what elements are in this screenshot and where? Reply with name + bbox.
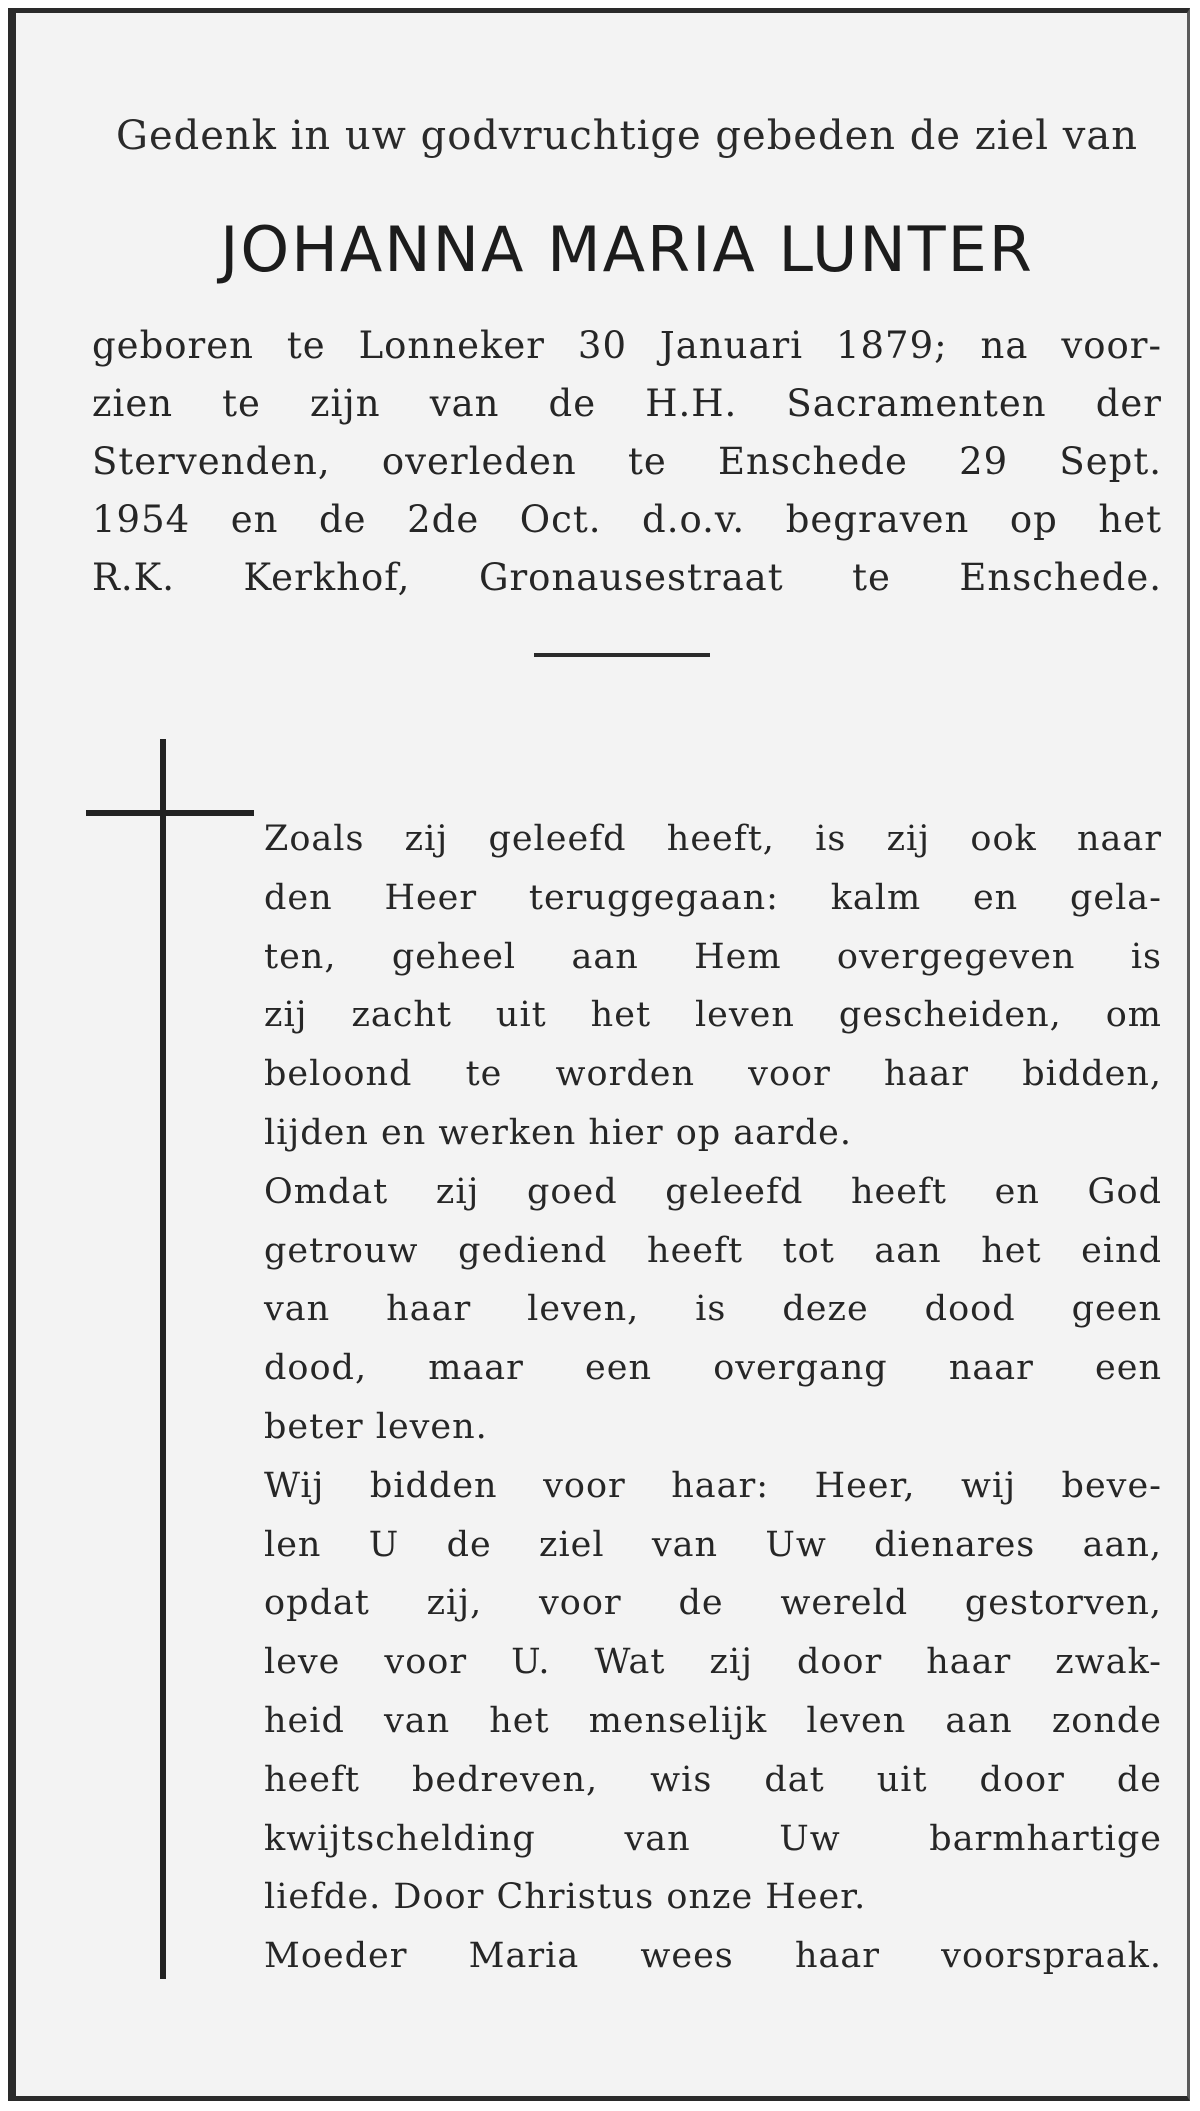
prayer-line: Wij bidden voor haar: Heer, wij beve-	[264, 1465, 1162, 1506]
prayer-line: den Heer teruggegaan: kalm en gela-	[264, 877, 1162, 918]
prayer-line: Moeder Maria wees haar voorspraak.	[264, 1936, 1162, 1977]
prayer-line: beter leven.	[264, 1406, 488, 1447]
prayer-line: Zoals zij geleefd heeft, is zij ook naar	[264, 819, 1162, 859]
prayer-line: heeft bedreven, wis dat uit door de	[264, 1759, 1162, 1800]
prayer-line: beloond te worden voor haar bidden,	[264, 1054, 1162, 1095]
prayer-line: len U de ziel van Uw dienares aan,	[264, 1524, 1162, 1565]
bio-line: geboren te Lonneker 30 Januari 1879; na voor-	[92, 324, 1162, 367]
prayer-line: ten, geheel aan Hem overgegeven is	[264, 936, 1162, 977]
prayer-line: van haar leven, is deze dood geen	[264, 1289, 1162, 1330]
prayer-line: liefde. Door Christus onze Heer.	[264, 1877, 867, 1918]
prayer-line: getrouw gediend heeft tot aan het eind	[264, 1230, 1162, 1271]
biography	[92, 317, 1162, 607]
cross-icon-horizontal-bar	[86, 810, 254, 816]
bio-line: 1954 en de 2de Oct. d.o.v. begraven op het	[92, 498, 1162, 541]
bio-line: R.K. Kerkhof, Gronausestraat te Enschede.	[92, 556, 1162, 599]
memorial-card	[8, 8, 1190, 2101]
prayer-line: dood, maar een overgang naar een	[264, 1348, 1162, 1389]
intro-text: Gedenk in uw godvruchtige gebeden de ziel van	[116, 113, 1138, 159]
divider-rule	[534, 653, 710, 657]
prayer-line: zij zacht uit het leven gescheiden, om	[264, 995, 1162, 1036]
cross-icon-vertical-bar	[160, 739, 166, 1979]
prayer-line: leve voor U. Wat zij door haar zwak-	[264, 1642, 1162, 1683]
prayer-line: heid van het menselijk leven aan zonde	[264, 1700, 1162, 1741]
bio-line: zien te zijn van de H.H. Sacramenten der	[92, 382, 1162, 425]
bio-line: Stervenden, overleden te Enschede 29 Sept.	[92, 440, 1162, 483]
prayer-line: kwijtschelding van Uw barmhartige	[264, 1818, 1162, 1859]
prayer-line: lijden en werken hier op aarde.	[264, 1112, 853, 1153]
prayer-line: opdat zij, voor de wereld gestorven,	[264, 1583, 1162, 1624]
prayer-line: Omdat zij goed geleefd heeft en God	[264, 1171, 1162, 1212]
prayer-text	[264, 810, 1162, 1986]
deceased-name: JOHANNA MARIA LUNTER	[220, 213, 1034, 286]
